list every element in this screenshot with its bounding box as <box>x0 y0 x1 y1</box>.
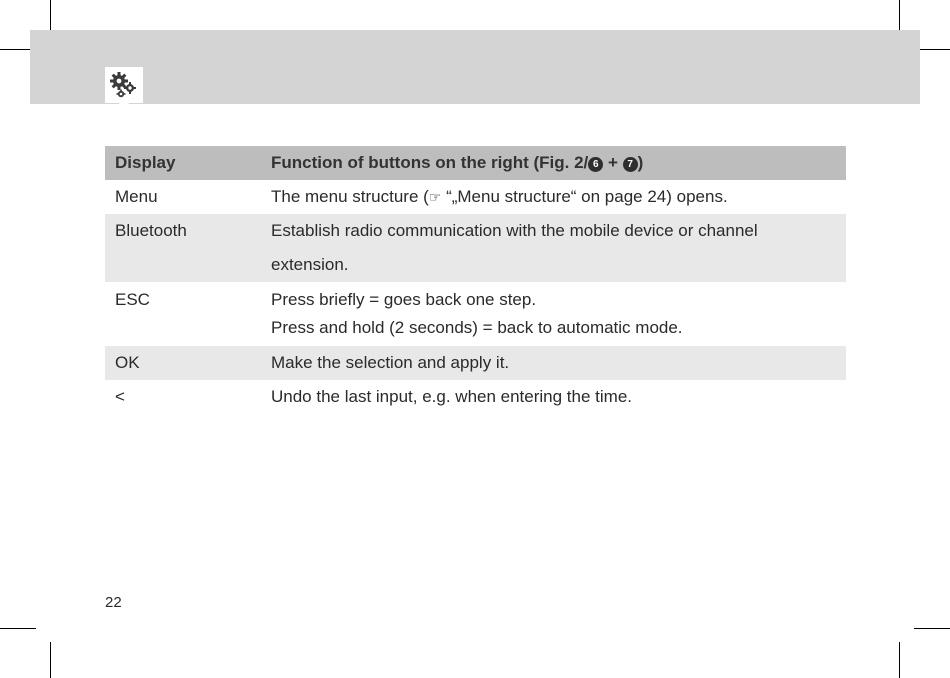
function-cell: Make the selection and apply it. <box>261 346 846 380</box>
plus-sign: + <box>603 153 623 172</box>
function-cell: Establish radio communication with the mobile device or channel extension. <box>261 214 846 282</box>
function-cell <box>261 282 846 346</box>
gears-icon-pointer <box>119 103 129 111</box>
display-cell: Bluetooth <box>105 214 261 282</box>
display-cell: < <box>115 387 125 406</box>
page-number: 22 <box>105 594 122 611</box>
function-cell <box>261 180 846 214</box>
table-row <box>105 180 846 214</box>
table-row <box>105 346 846 380</box>
table-header-row <box>105 146 846 180</box>
table-row <box>105 214 846 282</box>
column-header-function-text: Function of buttons on the right (Fig. 2/ <box>271 153 589 172</box>
header-band <box>30 30 920 104</box>
function-line-1: Press briefly = goes back one step. <box>271 290 537 309</box>
crop-mark-bottom-right-h <box>914 628 950 629</box>
closing-paren: ) <box>637 153 644 172</box>
function-text-ref: “„Menu structure“ on page 24) opens. <box>441 187 728 206</box>
table-row <box>105 282 846 346</box>
column-header-display: Display <box>105 146 261 180</box>
gears-icon <box>105 67 143 103</box>
figure-ref-circle-7: 7 <box>623 157 638 172</box>
crop-mark-bottom-left-h <box>0 628 36 629</box>
function-text: The menu structure ( <box>271 187 429 206</box>
display-cell: ESC <box>115 290 150 309</box>
crop-mark-bottom-right-v <box>899 642 900 678</box>
button-function-table <box>105 146 846 414</box>
table-row <box>105 380 846 414</box>
pointing-hand-icon: ☞ <box>428 189 442 205</box>
figure-ref-circle-6: 6 <box>588 157 603 172</box>
display-cell: OK <box>105 346 261 380</box>
function-line-2: Press and hold (2 seconds) = back to automatic mode. <box>271 318 683 337</box>
function-cell: Undo the last input, e.g. when entering the time. <box>271 387 633 406</box>
display-cell: Menu <box>115 187 158 206</box>
crop-mark-bottom-left-v <box>50 642 51 678</box>
column-header-function <box>261 146 846 180</box>
